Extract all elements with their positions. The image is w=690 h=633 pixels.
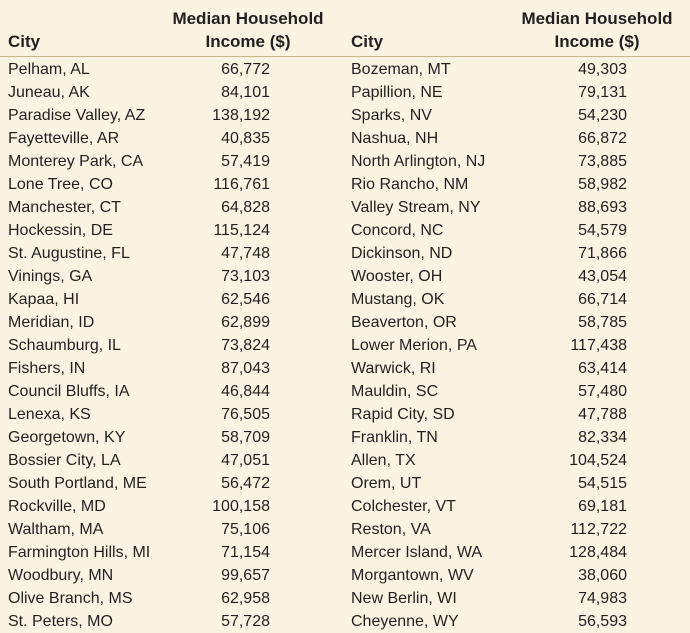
table-row xyxy=(0,472,690,495)
city-cell: Georgetown, KY xyxy=(8,429,126,446)
income-cell: 54,515 xyxy=(578,475,627,492)
city-cell: Kapaa, HI xyxy=(8,291,80,308)
income-cell: 64,828 xyxy=(221,199,270,216)
income-cell: 47,748 xyxy=(221,245,270,262)
city-cell: St. Augustine, FL xyxy=(8,245,130,262)
city-cell: South Portland, ME xyxy=(8,475,147,492)
income-cell: 56,593 xyxy=(578,613,627,630)
city-cell: Meridian, ID xyxy=(8,314,95,331)
income-cell: 46,844 xyxy=(221,383,270,400)
income-cell: 71,154 xyxy=(221,544,270,561)
header-income-right xyxy=(512,7,682,53)
income-cell: 84,101 xyxy=(221,84,270,101)
income-cell: 74,983 xyxy=(578,590,627,607)
city-cell: Fayetteville, AR xyxy=(8,130,120,147)
city-cell: Nashua, NH xyxy=(351,130,439,147)
income-cell: 73,824 xyxy=(221,337,270,354)
table-row xyxy=(0,173,690,196)
income-cell: 69,181 xyxy=(578,498,627,515)
income-cell: 58,785 xyxy=(578,314,627,331)
table-row xyxy=(0,449,690,472)
city-cell: Lenexa, KS xyxy=(8,406,91,423)
table-row xyxy=(0,127,690,150)
income-cell: 117,438 xyxy=(570,337,627,354)
city-cell: Manchester, CT xyxy=(8,199,121,216)
income-cell: 58,709 xyxy=(221,429,270,446)
income-cell: 73,885 xyxy=(578,153,627,170)
income-cell: 88,693 xyxy=(578,199,627,216)
city-cell: Mauldin, SC xyxy=(351,383,439,400)
city-cell: Rockville, MD xyxy=(8,498,106,515)
income-cell: 99,657 xyxy=(221,567,270,584)
city-cell: Concord, NC xyxy=(351,222,444,239)
income-cell: 138,192 xyxy=(212,107,270,124)
city-cell: Sparks, NV xyxy=(351,107,432,124)
header-income-right-line1: Median Household xyxy=(521,9,673,28)
table-row xyxy=(0,518,690,541)
income-cell: 54,579 xyxy=(578,222,627,239)
city-cell: Lower Merion, PA xyxy=(351,337,477,354)
city-cell: New Berlin, WI xyxy=(351,590,457,607)
city-cell: Rio Rancho, NM xyxy=(351,176,469,193)
table-row xyxy=(0,403,690,426)
city-cell: Vinings, GA xyxy=(8,268,93,285)
income-cell: 57,728 xyxy=(221,613,270,630)
table-row xyxy=(0,242,690,265)
income-cell: 128,484 xyxy=(569,544,627,561)
city-cell: Mercer Island, WA xyxy=(351,544,482,561)
header-city-right: City xyxy=(351,32,384,51)
income-cell: 56,472 xyxy=(221,475,270,492)
table-row xyxy=(0,219,690,242)
table-row xyxy=(0,610,690,633)
city-cell: Rapid City, SD xyxy=(351,406,455,423)
table-row xyxy=(0,58,690,81)
income-cell: 47,788 xyxy=(578,406,627,423)
income-cell: 66,714 xyxy=(578,291,627,308)
income-cell: 62,546 xyxy=(221,291,270,308)
city-cell: Monterey Park, CA xyxy=(8,153,144,170)
income-cell: 75,106 xyxy=(221,521,270,538)
table-row xyxy=(0,357,690,380)
city-cell: Orem, UT xyxy=(351,475,422,492)
city-cell: Olive Branch, MS xyxy=(8,590,133,607)
income-cell: 100,158 xyxy=(212,498,270,515)
table-row xyxy=(0,81,690,104)
city-cell: Papillion, NE xyxy=(351,84,443,101)
income-cell: 57,419 xyxy=(221,153,270,170)
income-cell: 66,772 xyxy=(221,61,270,78)
income-cell: 54,230 xyxy=(578,107,627,124)
income-cell: 104,524 xyxy=(569,452,627,469)
income-cell: 79,131 xyxy=(578,84,627,101)
table-row xyxy=(0,196,690,219)
city-cell: Cheyenne, WY xyxy=(351,613,459,630)
header-city-left: City xyxy=(8,32,41,51)
city-cell: Hockessin, DE xyxy=(8,222,113,239)
city-cell: Council Bluffs, IA xyxy=(8,383,130,400)
city-cell: Farmington Hills, MI xyxy=(8,544,151,561)
table-row xyxy=(0,104,690,127)
income-cell: 40,835 xyxy=(221,130,270,147)
income-cell: 43,054 xyxy=(578,268,627,285)
city-cell: Mustang, OK xyxy=(351,291,445,308)
table-row xyxy=(0,587,690,610)
city-cell: Morgantown, WV xyxy=(351,567,474,584)
income-cell: 49,303 xyxy=(578,61,627,78)
income-cell: 71,866 xyxy=(578,245,627,262)
table-row xyxy=(0,311,690,334)
income-cell: 66,872 xyxy=(578,130,627,147)
income-cell: 116,761 xyxy=(213,176,270,193)
city-cell: North Arlington, NJ xyxy=(351,153,486,170)
city-cell: Waltham, MA xyxy=(8,521,104,538)
income-cell: 82,334 xyxy=(578,429,627,446)
income-cell: 112,722 xyxy=(570,521,627,538)
city-cell: Bozeman, MT xyxy=(351,61,451,78)
city-cell: Fishers, IN xyxy=(8,360,86,377)
table-row xyxy=(0,495,690,518)
city-cell: Beaverton, OR xyxy=(351,314,457,331)
city-cell: Juneau, AK xyxy=(8,84,90,101)
table-row xyxy=(0,334,690,357)
city-cell: Colchester, VT xyxy=(351,498,456,515)
table-row xyxy=(0,150,690,173)
city-cell: Woodbury, MN xyxy=(8,567,114,584)
city-cell: Reston, VA xyxy=(351,521,431,538)
income-cell: 87,043 xyxy=(221,360,270,377)
city-cell: Valley Stream, NY xyxy=(351,199,481,216)
income-cell: 58,982 xyxy=(578,176,627,193)
table-row xyxy=(0,541,690,564)
city-cell: Allen, TX xyxy=(351,452,416,469)
city-cell: Schaumburg, IL xyxy=(8,337,121,354)
table-row xyxy=(0,288,690,311)
city-cell: Warwick, RI xyxy=(351,360,436,377)
header-income-right-line2: Income ($) xyxy=(554,32,640,51)
header-divider xyxy=(0,56,690,57)
header-income-left-line2: Income ($) xyxy=(205,32,291,51)
income-cell: 57,480 xyxy=(578,383,627,400)
income-cell: 73,103 xyxy=(221,268,270,285)
table-row xyxy=(0,380,690,403)
city-cell: Pelham, AL xyxy=(8,61,90,78)
header-income-left-line1: Median Household xyxy=(172,9,324,28)
income-cell: 47,051 xyxy=(221,452,270,469)
income-cell: 76,505 xyxy=(221,406,270,423)
income-cell: 62,958 xyxy=(221,590,270,607)
income-cell: 115,124 xyxy=(213,222,270,239)
city-cell: St. Peters, MO xyxy=(8,613,113,630)
city-cell: Wooster, OH xyxy=(351,268,443,285)
income-cell: 62,899 xyxy=(221,314,270,331)
table-row xyxy=(0,564,690,587)
city-cell: Franklin, TN xyxy=(351,429,438,446)
city-cell: Lone Tree, CO xyxy=(8,176,113,193)
income-cell: 63,414 xyxy=(578,360,627,377)
city-cell: Paradise Valley, AZ xyxy=(8,107,146,124)
income-cell: 38,060 xyxy=(578,567,627,584)
city-cell: Dickinson, ND xyxy=(351,245,453,262)
header-income-left xyxy=(160,7,336,53)
table-row xyxy=(0,426,690,449)
table-row xyxy=(0,265,690,288)
city-cell: Bossier City, LA xyxy=(8,452,121,469)
